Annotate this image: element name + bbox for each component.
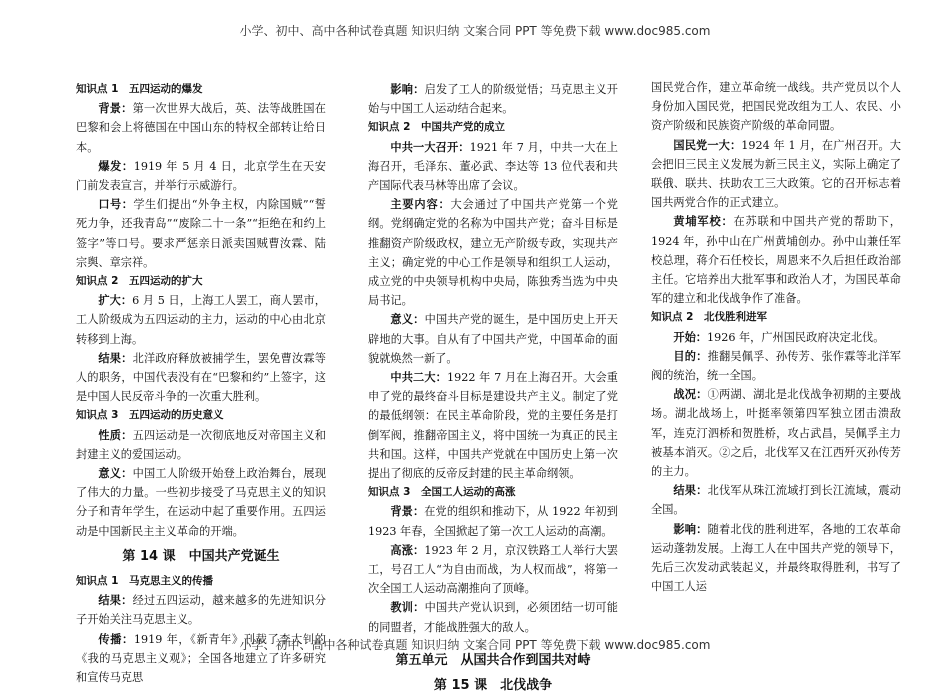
paragraph: 目的：推翻吴佩孚、孙传芳、张作霖等北洋军阀的统治，统一全国。: [651, 349, 901, 383]
paragraph: 结果：北伐军从珠江流域打到长江流域，震动全国。: [651, 484, 901, 517]
paragraph: 影响：随着北伐的胜利进军，各地的工农革命运动蓬勃发展。上海工人在中国共产党的领导下，先后三次发动武装起义，并最终取得胜利，书写了中国工人运: [651, 522, 901, 594]
paragraph: 爆发：1919 年 5 月 4 日，北京学生在天安门前发表宣言，并举行示威游行。: [76, 159, 326, 193]
paragraph: 结果：北洋政府释放被捕学生，罢免曹汝霖等人的职务，中国代表没有在“巴黎和约”上签字，这是中国人民反帝斗争的一次重大胜利。: [76, 351, 326, 404]
text-column-left: [76, 80, 326, 685]
knowledge-point-title: 知识点 3 五四运动的历史意义: [76, 409, 224, 422]
paragraph: 国民党一大：1924 年 1 月，在广州召开。大会把旧三民主义发展为新三民主义，实际上确定了联俄、联共、扶助农工三大政策。它的召开标志着国共两党合作的正式建立。: [651, 138, 901, 210]
knowledge-point-title: 知识点 1 马克思主义的传播: [76, 575, 213, 588]
paragraph: 中共一大召开：1921 年 7 月，中共一大在上海召开，毛泽东、董必武、李达等 13 位代表和共产国际代表马林等出席了会议。: [368, 140, 618, 193]
paragraph: 意义：中国工人阶级开始登上政治舞台，展现了伟大的力量。一些初步接受了马克思主义的知识分子和青年学生，在运动中起了重要作用。五四运动是中国新民主主义革命的开端。: [76, 467, 326, 538]
knowledge-point-title: 知识点 3 全国工人运动的高涨: [368, 486, 516, 499]
paragraph: 中共二大：1922 年 7 月在上海召开。大会重申了党的最终奋斗目标是建设共产主义。制定了党的最低纲领：在民主革命阶段，党的主要任务是打倒军阀，推翻帝国主义，将中国统一为真正的民主共和国。这样，中国共产党就在中国历史上第一次提出了彻底的反帝反封建的民主革命纲领。: [368, 371, 618, 481]
paragraph: 高涨：1923 年 2 月，京汉铁路工人举行大罢工，号召工人“为自由而战，为人权而战”，将第一次全国工人运动高潮推向了顶峰。: [368, 543, 618, 596]
paragraph: 结果：经过五四运动，越来越多的先进知识分子开始关注马克思主义。: [76, 594, 326, 627]
paragraph: 主要内容：大会通过了中国共产党第一个党纲。党纲确定党的名称为中国共产党；奋斗目标是推翻资产阶级政权，建立无产阶级专政，实现共产主义；确定党的中心工作是领导和组织工人运动，成立党的中央领导机构中央局，陈独秀当选为中央局书记。: [368, 198, 618, 308]
paragraph: 国民党合作，建立革命统一战线。共产党员以个人身份加入国民党，把国民党改组为工人、农民、小资产阶级和民族资产阶级的革命同盟。: [651, 81, 901, 133]
paragraph: 扩大：6 月 5 日，上海工人罢工，商人罢市，工人阶级成为五四运动的主力，运动的中心由北京转移到上海。: [76, 294, 326, 346]
header-banner: 小学、初中、高中各种试卷真题 知识归纳 文案合同 PPT 等免费下载 www.doc985.com: [239, 24, 711, 38]
paragraph: 性质：五四运动是一次彻底地反对帝国主义和封建主义的爱国运动。: [76, 428, 326, 461]
paragraph: 传播：1919 年，《新青年》刊载了李大钊的《我的马克思主义观》；全国各地建立了许多研究和宣传马克思: [76, 632, 326, 685]
lesson-title: 第 15 课 北伐战争: [433, 678, 553, 694]
paragraph: 影响：启发了工人的阶级觉悟；马克思主义开始与中国工人运动结合起来。: [368, 83, 618, 116]
paragraph: 开始：1926 年，广州国民政府决定北伐。: [673, 330, 885, 344]
knowledge-point-title: 知识点 2 中国共产党的成立: [368, 121, 505, 134]
paragraph: 口号：学生们提出“外争主权，内除国贼”“誓死力争，还我青岛”“废除二十一条”“拒绝在和约上签字”等口号。要求严惩亲日派卖国贼曹汝霖、陆宗舆、章宗祥。: [76, 198, 326, 269]
paragraph: 背景：第一次世界大战后，英、法等战胜国在巴黎和会上将德国在中国山东的特权全部转让给日本。: [76, 102, 326, 154]
lesson-title: 第 14 课 中国共产党诞生: [122, 548, 280, 564]
paragraph: 教训：中国共产党认识到，必须团结一切可能的同盟者，才能战胜强大的敌人。: [368, 601, 618, 634]
paragraph: 黄埔军校：在苏联和中国共产党的帮助下，1924 年，孙中山在广州黄埔创办。孙中山兼任军校总理，蒋介石任校长，周恩来不久后担任政治部主任。它培养出大批军事和政治人才，为国民革命军的建立和北伐战争作了准备。: [651, 215, 901, 306]
knowledge-point-title: 知识点 1 五四运动的爆发: [76, 83, 203, 95]
knowledge-point-title: 知识点 2 五四运动的扩大: [76, 275, 203, 288]
unit-title: 第五单元 从国共合作到国共对峙: [395, 652, 591, 668]
paragraph: 战况：①两湖、湖北是北伐战争初期的主要战场。湖北战场上，叶挺率领第四军独立团击溃敌军，连克汀泗桥和贺胜桥，攻占武昌，吴佩孚主力被基本消灭。②之后，北伐军又在江西歼灭孙传芳的主力。: [651, 388, 901, 479]
footer-banner: 小学、初中、高中各种试卷真题 知识归纳 文案合同 PPT 等免费下载 www.doc985.com: [239, 638, 711, 652]
text-column-right: [651, 78, 901, 598]
paragraph: 背景：在党的组织和推动下，从 1922 年初到 1923 年春，全国掀起了第一次工人运动的高潮。: [368, 505, 618, 538]
knowledge-point-title: 知识点 2 北伐胜利进军: [651, 311, 767, 324]
paragraph: 意义：中国共产党的诞生，是中国历史上开天辟地的大事。自从有了中国共产党，中国革命的面貌就焕然一新了。: [368, 313, 618, 365]
